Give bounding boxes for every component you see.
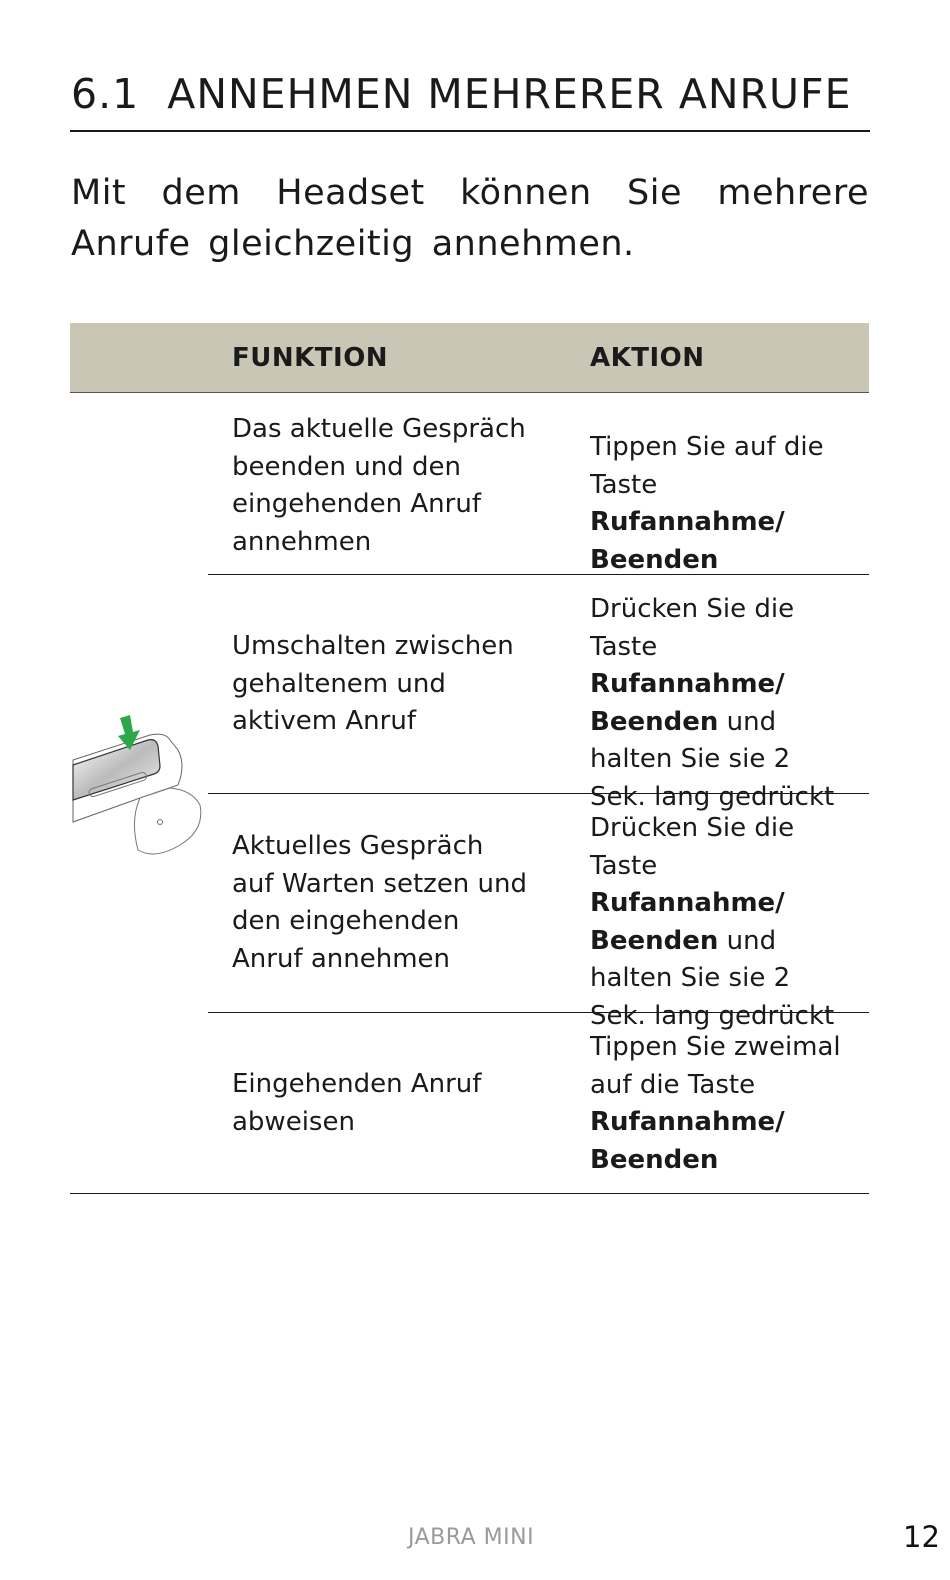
table-row [70, 1013, 869, 1194]
headset-button-press-icon [70, 710, 210, 860]
button-name: Rufannahme/ Beenden [590, 669, 785, 737]
function-cell: Aktuelles Gespräch auf Warten setzen und den eingehenden Anruf annehmen [232, 831, 528, 974]
page-title [71, 70, 852, 118]
action-cell: Drücken Sie die Taste Rufannahme/ Beenden und halten Sie sie 2 Sek. lang gedrückt [590, 813, 835, 1031]
function-cell: Umschalten zwischen gehaltenem und aktivem Anruf [232, 631, 514, 736]
section-title: ANNEHMEN MEHRERER ANRUFE [167, 70, 852, 118]
column-header-function: FUNKTION [232, 343, 389, 373]
action-cell: Drücken Sie die Taste Rufannahme/ Beenden und halten Sie sie 2 Sek. lang gedrückt [590, 594, 835, 812]
section-number: 6.1 [71, 70, 140, 118]
page-number: 12 [903, 1520, 940, 1554]
button-name: Rufannahme/ Beenden [590, 507, 785, 575]
function-cell: Das aktuelle Gespräch beenden und den eingehenden Anruf annehmen [232, 414, 526, 557]
table-row [208, 794, 869, 1031]
table-header [70, 323, 869, 393]
table-row [208, 393, 869, 575]
function-cell: Eingehenden Anruf abweisen [232, 1069, 482, 1137]
action-cell: Tippen Sie auf die Taste Rufannahme/ Beenden [590, 432, 824, 575]
button-name: Rufannahme/ Beenden [590, 888, 785, 956]
footer-product-name: JABRA MINI [408, 1525, 535, 1550]
column-header-action: AKTION [590, 343, 705, 373]
button-name: Rufannahme/ Beenden [590, 1107, 785, 1175]
intro-paragraph: Mit dem Headset können Sie mehrere Anrufe gleichzeitig annehmen. [71, 173, 869, 264]
action-cell: Tippen Sie zweimal auf die Taste Rufannahme/ Beenden [590, 1032, 841, 1175]
table-row [208, 576, 869, 812]
title-divider [70, 130, 870, 132]
